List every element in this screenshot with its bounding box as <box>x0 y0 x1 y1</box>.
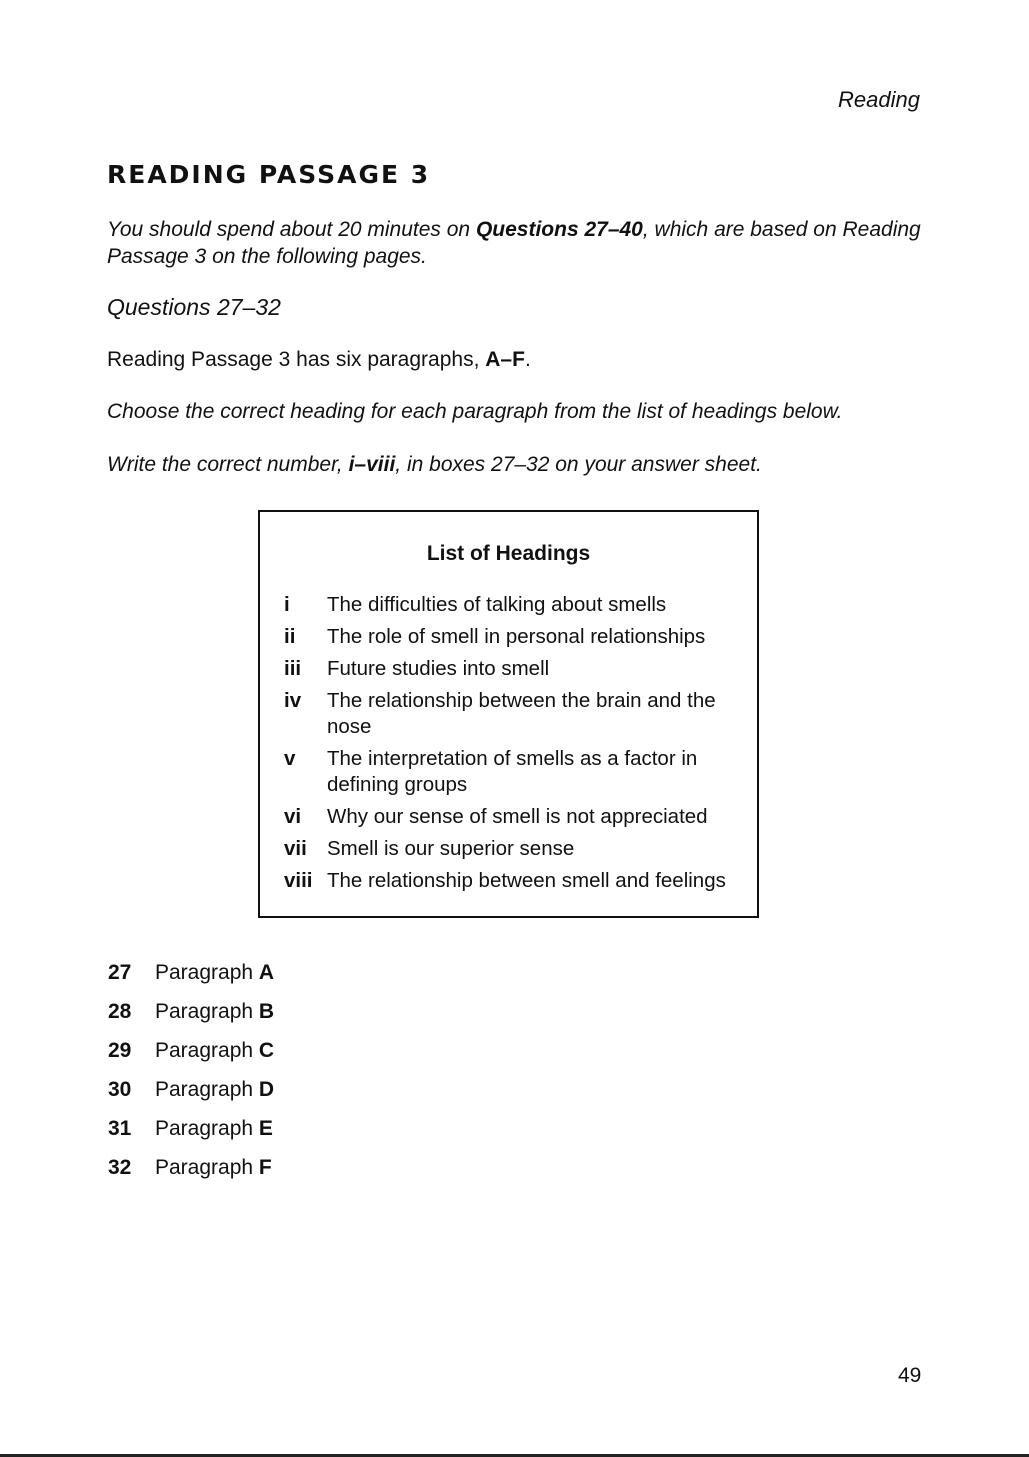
heading-number: v <box>284 747 296 770</box>
heading-text: The relationship between the brain and the nose <box>327 689 716 738</box>
heading-item <box>284 804 744 830</box>
instruction-write-post: , in boxes 27–32 on your answer sheet. <box>395 453 762 476</box>
question-label: Paragraph <box>155 1000 254 1023</box>
question-letter: B <box>258 1000 275 1023</box>
question-number: 28 <box>108 1000 132 1023</box>
question-label: Paragraph <box>155 1039 254 1062</box>
question-item <box>108 1153 274 1192</box>
heading-item <box>284 624 744 650</box>
heading-item <box>284 592 744 618</box>
instruction-write <box>107 453 762 477</box>
question-label: Paragraph <box>155 1117 254 1140</box>
heading-number: viii <box>284 869 313 892</box>
question-label: Paragraph <box>155 961 254 984</box>
heading-text: Future studies into smell <box>327 657 550 680</box>
questions-range: Questions 27–32 <box>107 294 281 320</box>
instruction-write-pre: Write the correct number, <box>107 453 349 476</box>
heading-item <box>284 656 744 682</box>
instruction-write-bold: i–viii <box>348 453 396 476</box>
question-item <box>108 1036 274 1075</box>
question-number: 31 <box>108 1117 132 1140</box>
question-letter: A <box>258 961 275 984</box>
question-item <box>108 997 274 1036</box>
heading-item <box>284 688 744 740</box>
heading-number: vii <box>284 837 307 860</box>
heading-text: The interpretation of smells as a factor in defining groups <box>327 747 698 796</box>
question-letter: D <box>258 1078 275 1101</box>
headings-list <box>284 592 744 900</box>
page-number: 49 <box>898 1364 922 1387</box>
question-number: 27 <box>108 961 132 984</box>
question-item <box>108 1075 274 1114</box>
passage-title: READING PASSAGE 3 <box>107 160 431 189</box>
question-label: Paragraph <box>155 1078 254 1101</box>
question-item <box>108 958 274 997</box>
question-list <box>108 958 274 1192</box>
question-letter: F <box>258 1156 272 1179</box>
heading-text: The difficulties of talking about smells <box>327 593 667 616</box>
question-label: Paragraph <box>155 1156 254 1179</box>
heading-item <box>284 746 744 798</box>
heading-text: Smell is our superior sense <box>327 837 575 860</box>
paragraph-note-bold: A–F <box>485 348 525 371</box>
heading-text: The relationship between smell and feelings <box>327 869 726 892</box>
paragraph-note <box>107 348 531 372</box>
question-number: 30 <box>108 1078 132 1101</box>
intro-bold: Questions 27–40 <box>475 218 643 241</box>
intro-pre: You should spend about 20 minutes on <box>107 218 476 241</box>
intro-text <box>107 216 927 270</box>
section-header: Reading <box>838 87 920 112</box>
heading-item <box>284 868 744 894</box>
question-number: 32 <box>108 1156 132 1179</box>
heading-item <box>284 836 744 862</box>
heading-text: Why our sense of smell is not appreciated <box>327 805 708 828</box>
heading-number: i <box>284 593 290 616</box>
question-letter: C <box>258 1039 275 1062</box>
list-of-headings-box <box>258 510 759 918</box>
heading-number: ii <box>284 625 296 648</box>
headings-box-title: List of Headings <box>426 542 591 565</box>
paragraph-note-post: . <box>524 348 531 371</box>
question-letter: E <box>258 1117 273 1140</box>
paragraph-note-pre: Reading Passage 3 has six paragraphs, <box>107 348 486 371</box>
question-item <box>108 1114 274 1153</box>
heading-number: iv <box>284 689 302 712</box>
heading-number: iii <box>284 657 302 680</box>
heading-text: The role of smell in personal relationships <box>327 625 706 648</box>
instruction-choose: Choose the correct heading for each paragraph from the list of headings below. <box>107 400 843 423</box>
heading-number: vi <box>284 805 302 828</box>
intro-post: , which are based on Reading Passage 3 on the following pages. <box>107 218 921 268</box>
question-number: 29 <box>108 1039 132 1062</box>
